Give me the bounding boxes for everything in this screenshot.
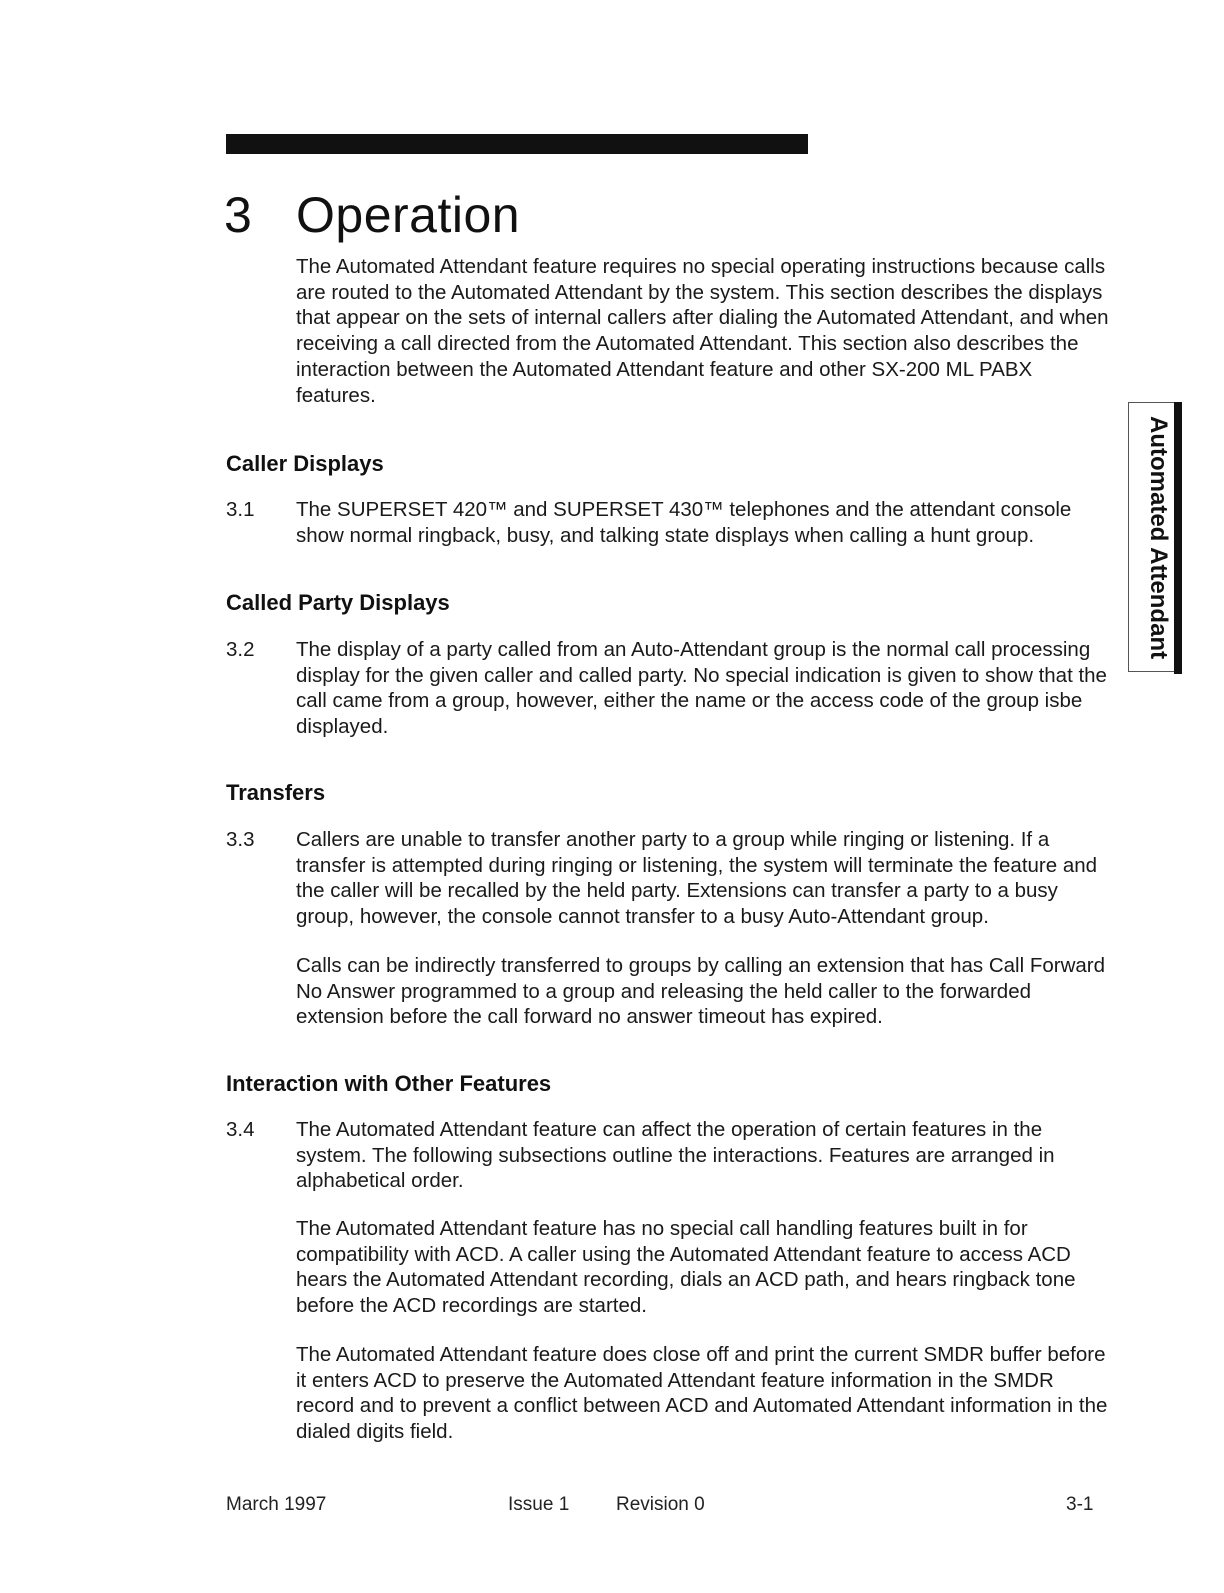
side-tab-label: Automated Attendant [1145, 416, 1172, 660]
section-side-tab [1128, 402, 1182, 674]
footer-date: March 1997 [226, 1494, 327, 1515]
chapter-top-rule [226, 134, 808, 154]
heading-transfers: Transfers [226, 780, 326, 805]
paragraph-smdr-buffer: The Automated Attendant feature does close off and print the current SMDR buffer before it enters ACD to preserve the Automated Attendant feature information in the SMDR record and to prevent a conflict between ACD and Automated Attendant information in the dialed digits field. [296, 1343, 1108, 1444]
chapter-title-text: Operation [296, 186, 521, 243]
intro-paragraph: The Automated Attendant feature requires no special operating instructions because calls are routed to the Automated Attendant by the system. This section describes the displays that appear on the sets of internal callers after dialing the Automated Attendant, and when receiving a call directed from the Automated Attendant. This section also describes the interaction between the Automated Attendant feature and other SX-200 ML PABX features. [296, 255, 1109, 407]
footer-revision: Revision 0 [616, 1494, 705, 1515]
heading-called-party-displays: Called Party Displays [226, 590, 450, 615]
paragraph-3-2: The display of a party called from an Auto-Attendant group is the normal call processing display for the given caller and called party. No special indication is given to show that the call came from a group, however, either the name or the access code of the group isbe displayed. [296, 638, 1107, 739]
paragraph-acd-compatibility: The Automated Attendant feature has no special call handling features built in for compatibility with ACD. A caller using the Automated Attendant feature to access ACD hears the Automated Attendant recording, dials an ACD path, and hears ringback tone before the ACD recordings are started. [296, 1217, 1076, 1318]
chapter-number: 3 [224, 186, 253, 243]
paragraph-number-3-4: 3.4 [226, 1118, 255, 1141]
side-tab-bar [1174, 402, 1182, 674]
paragraph-3-3-continued: Calls can be indirectly transferred to groups by calling an extension that has Call Forward No Answer programmed to a group and releasing the held caller to the forwarded extension before the call forward no answer timeout has expired. [296, 954, 1106, 1029]
chapter-title [224, 186, 520, 244]
footer-issue: Issue 1 [508, 1494, 570, 1515]
heading-interaction-with-other-features: Interaction with Other Features [226, 1071, 552, 1096]
paragraph-number-3-1: 3.1 [226, 498, 255, 521]
paragraph-3-3: Callers are unable to transfer another party to a group while ringing or listening. If a transfer is attempted during ringing or listening, the system will terminate the feature and the caller will be recalled by the held party. Extensions can transfer a party to a busy group, however, the console cannot transfer to a busy Auto-Attendant group. [296, 828, 1098, 929]
heading-caller-displays: Caller Displays [226, 451, 384, 476]
paragraph-3-1: The SUPERSET 420™ and SUPERSET 430™ telephones and the attendant console show normal ringback, busy, and talking state displays when calling a hunt group. [296, 498, 1072, 547]
footer-page-number: 3-1 [1066, 1494, 1094, 1515]
paragraph-number-3-2: 3.2 [226, 638, 255, 661]
paragraph-3-4: The Automated Attendant feature can affect the operation of certain features in the system. The following subsections outline the interactions. Features are arranged in alphabetical order. [296, 1118, 1055, 1193]
paragraph-number-3-3: 3.3 [226, 828, 255, 851]
